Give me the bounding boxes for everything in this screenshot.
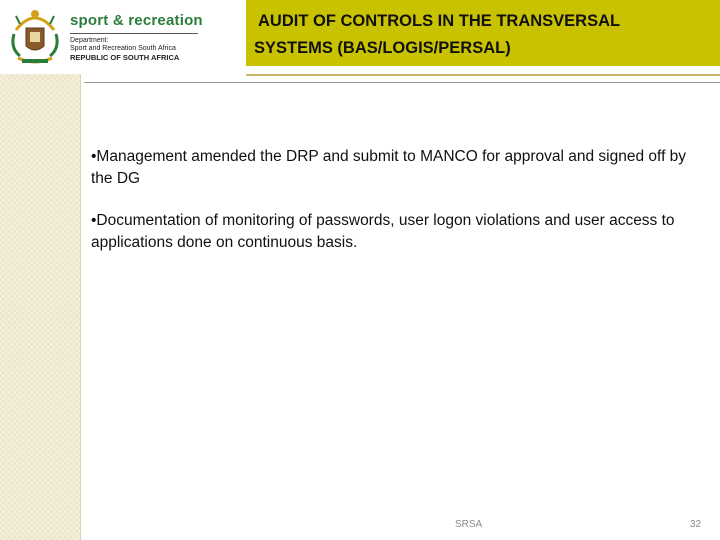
slide-title-line1: AUDIT OF CONTROLS IN THE TRANSVERSAL — [258, 12, 621, 30]
coat-of-arms-icon — [6, 4, 64, 66]
stripe-edge-divider — [80, 74, 81, 540]
bullet-password-monitoring: •Documentation of monitoring of passwords, user logon violations and user access to applications done on continuous basis. — [91, 212, 675, 251]
header-divider-gold — [246, 74, 720, 76]
left-decorative-stripe — [0, 74, 80, 540]
logo-divider — [70, 33, 198, 34]
header-divider-gray — [84, 82, 720, 83]
logo-republic: REPUBLIC OF SOUTH AFRICA — [70, 53, 180, 62]
logo-department-name: Sport and Recreation South Africa — [70, 45, 176, 52]
slide-title-line2: SYSTEMS (BAS/LOGIS/PERSAL) — [254, 39, 511, 57]
logo-department-label: Department: — [70, 37, 109, 44]
bullet-drp-approval: •Management amended the DRP and submit to MANCO for approval and signed off by the DG — [91, 148, 687, 187]
logo-title: sport & recreation — [70, 12, 203, 29]
page-number: 32 — [690, 519, 702, 530]
footer-label: SRSA — [455, 519, 483, 530]
department-logo — [0, 0, 246, 74]
